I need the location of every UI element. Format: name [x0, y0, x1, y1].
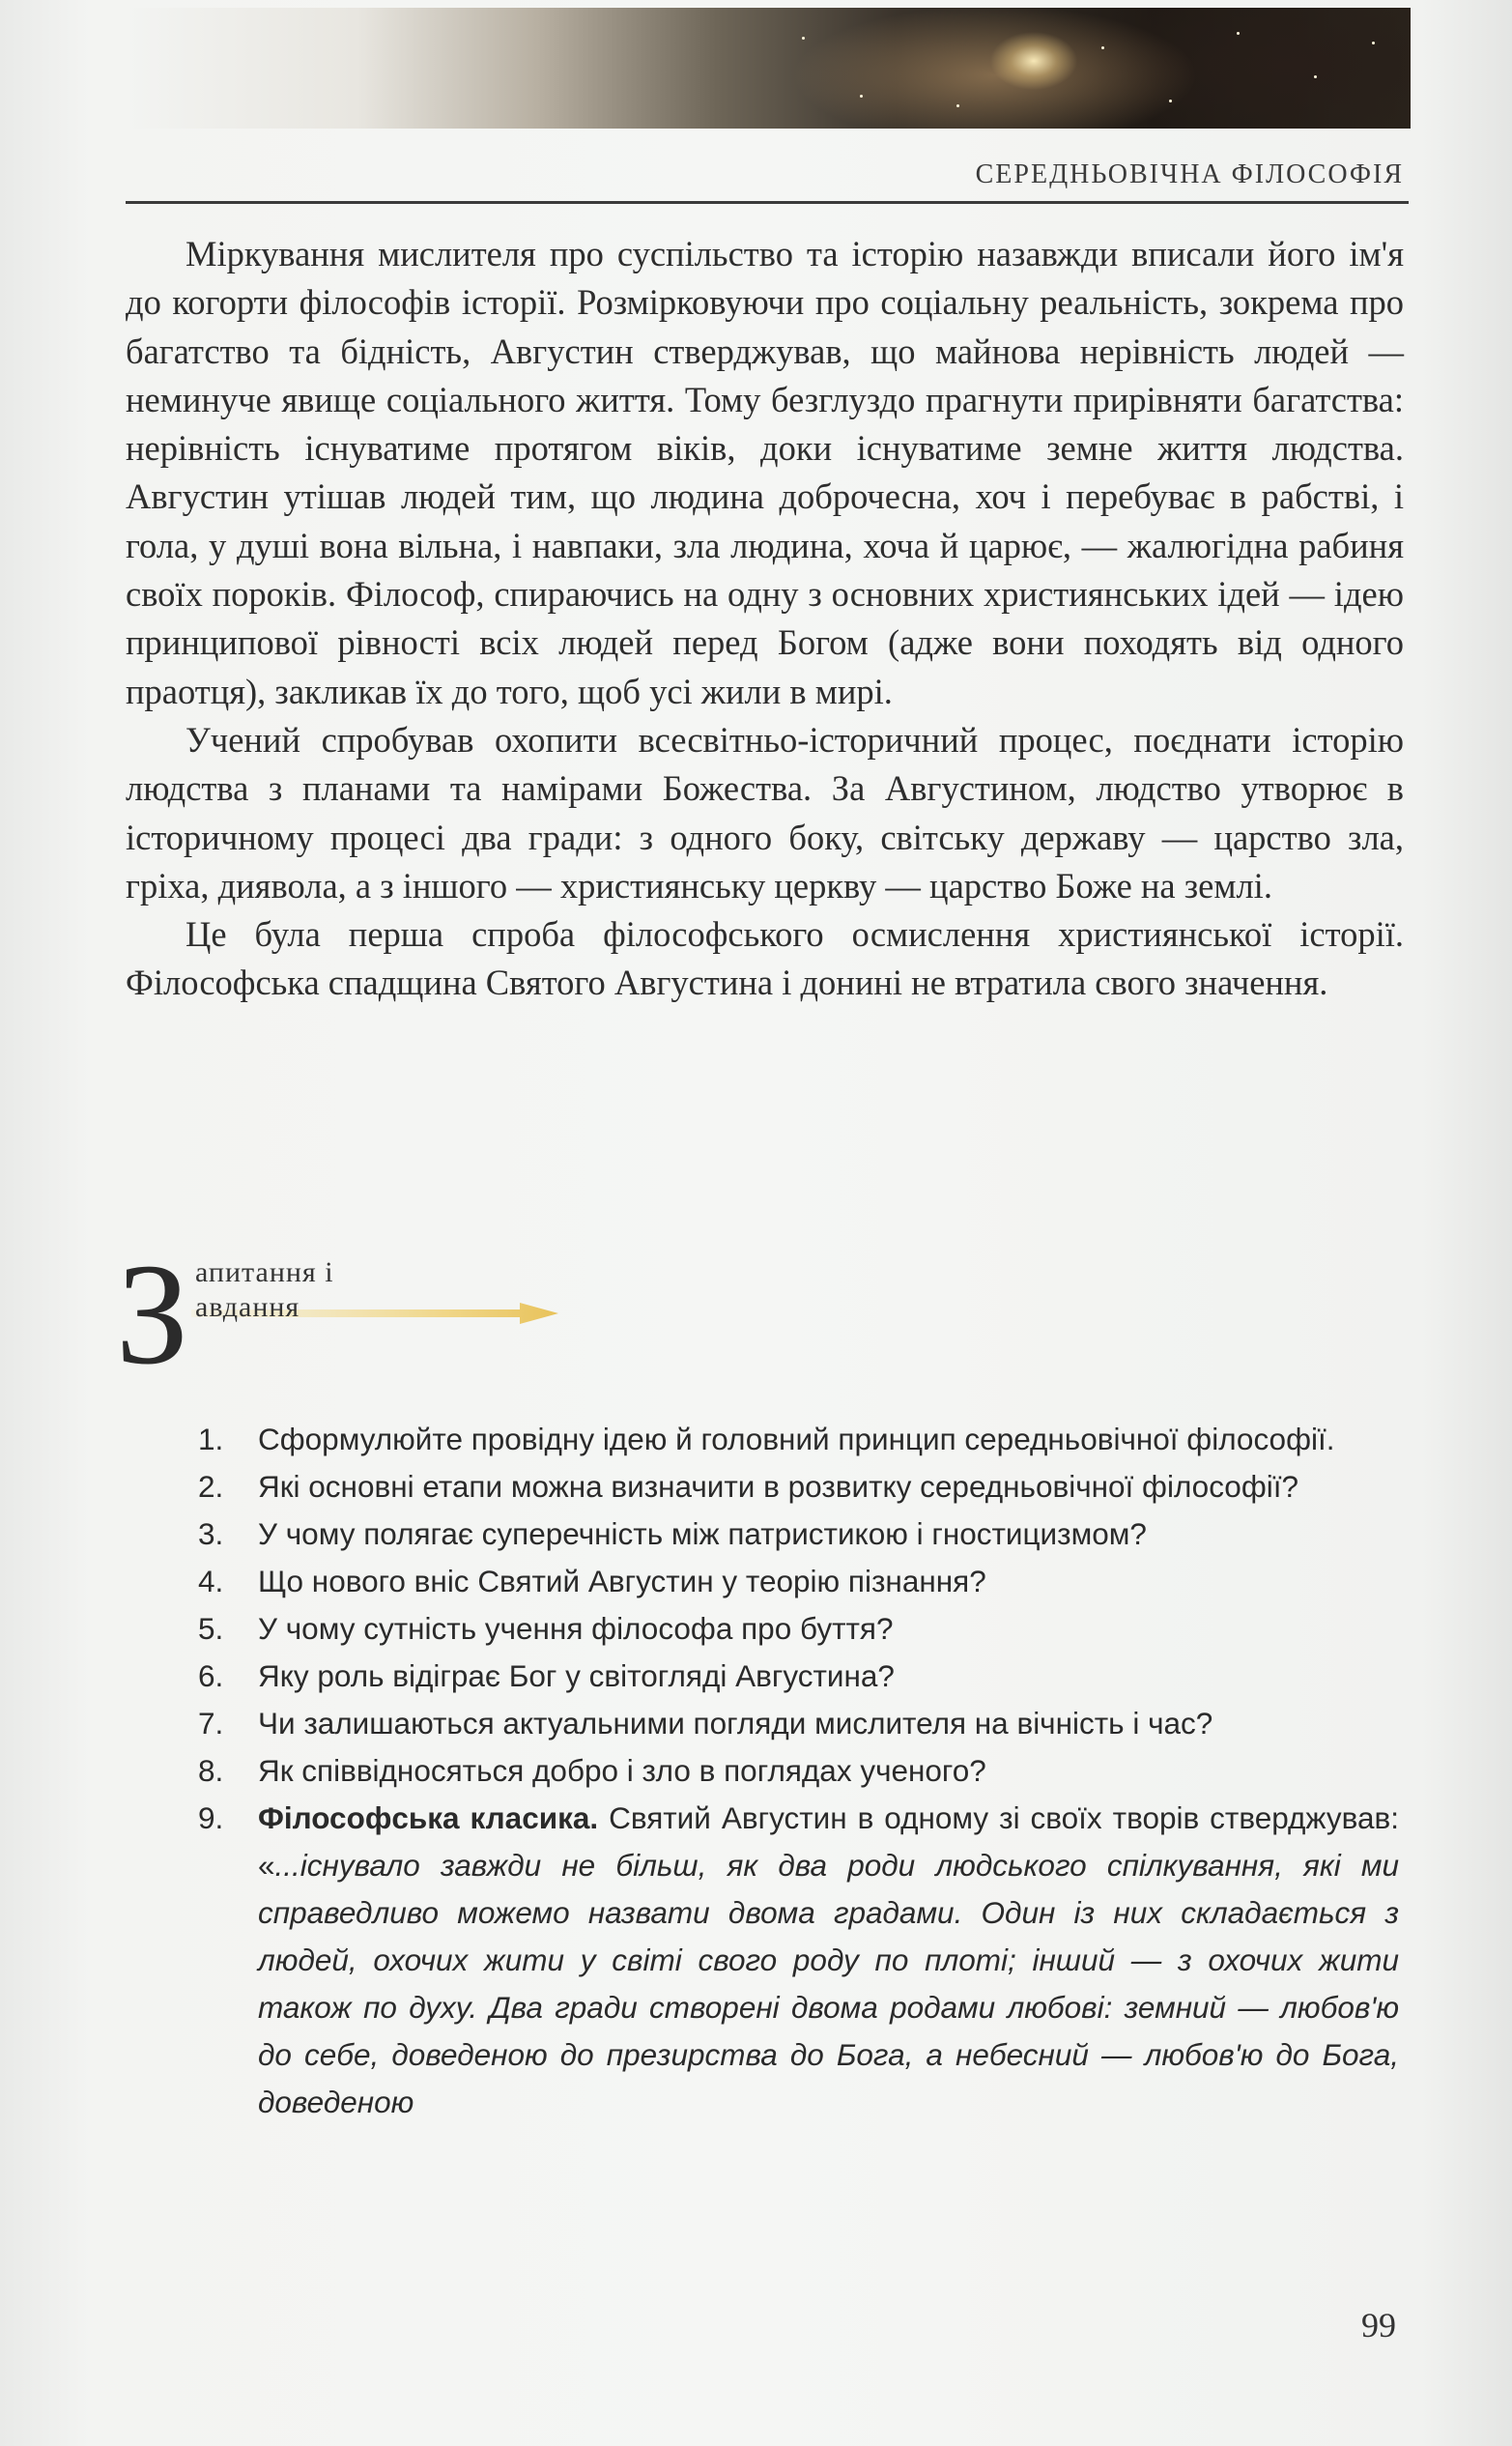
page-number: 99: [1361, 2306, 1396, 2345]
drop-initial: З: [116, 1234, 189, 1395]
list-item: [198, 1463, 1399, 1511]
star-decoration: [1372, 42, 1375, 44]
item-text: Що нового вніс Святий Августин у теорію пізнання?: [258, 1564, 986, 1598]
item-text: Сформулюйте провідну ідею й головний принцип середньовічної філософії.: [258, 1422, 1335, 1456]
item-text: Яку роль відіграє Бог у світогляді Августина?: [258, 1658, 895, 1693]
list-item: [198, 1416, 1399, 1463]
list-item: [198, 1747, 1399, 1795]
paragraph: Учений спробував охопити всесвітньо-історичний процес, поєднати історію людства з планами та намірами Божества. За Августином, людство утворює в історичному процесі два гради: з одного боку, світську державу — царство зла, гріха, диявола, а з іншого — християнську церкву — царство Боже на землі.: [126, 719, 1404, 906]
star-decoration: [1169, 100, 1172, 102]
paragraph: Міркування мислителя про суспільство та історію назавжди вписали його ім'я до когорти філософів історії. Розмірковуючи про соціальну реальність, зокрема про багатство та бідність, Августин стверджував, що майнова нерівність людей — неминуче явище соціального життя. Тому безглуздо прагнути прирівняти багатства: нерівність існуватиме протягом віків, доки існуватиме земне життя людства. Августин утішав людей тим, що людина доброчесна, хоч і перебуває в рабстві, і гола, у душі вона вільна, і навпаки, зла людина, хоча й царює, — жалюгідна рабиня своїх пороків. Філософ, спираючись на одну з основних християнських ідей — ідею принципової рівності всіх людей перед Богом (адже вони походять від одного праотця), закликав їх до того, щоб усі жили в мирі.: [126, 234, 1404, 711]
item-number: 4.: [198, 1564, 224, 1598]
starfield-banner-image: [126, 8, 1411, 129]
item-number: 1.: [198, 1422, 224, 1456]
list-item: [198, 1605, 1399, 1653]
item-text: Святий Августин в одному зі своїх творів стверджував: «: [258, 1800, 1399, 1883]
item-number: 2.: [198, 1469, 224, 1504]
star-decoration: [1314, 75, 1317, 78]
item-number: 9.: [198, 1800, 224, 1835]
list-item: [198, 1511, 1399, 1558]
list-item: [198, 1653, 1399, 1700]
item-text: У чому полягає суперечність між патристикою і гностицизмом?: [258, 1516, 1147, 1551]
star-decoration: [956, 104, 959, 107]
running-head: СЕРЕДНЬОВІЧНА ФІЛОСОФІЯ: [975, 159, 1404, 189]
heading-line-2: авдання: [195, 1291, 300, 1323]
item-number: 3.: [198, 1516, 224, 1551]
body-text: [126, 230, 1404, 1008]
star-decoration: [802, 37, 805, 40]
star-decoration: [1237, 32, 1240, 35]
item-number: 7.: [198, 1706, 224, 1741]
questions-list: [198, 1416, 1399, 2126]
list-item: [198, 1558, 1399, 1605]
list-item: [198, 1700, 1399, 1747]
heading-line-1: апитання і: [195, 1256, 334, 1288]
header-rule: [126, 201, 1409, 204]
list-item: [198, 1795, 1399, 2126]
item-text: Які основні етапи можна визначити в розвитку середньовічної філософії?: [258, 1469, 1299, 1504]
item-text: У чому сутність учення філософа про буття?: [258, 1611, 894, 1646]
item-number: 5.: [198, 1611, 224, 1646]
star-decoration: [1101, 46, 1104, 49]
questions-heading: [116, 1234, 464, 1411]
item-text: Чи залишаються актуальними погляди мислителя на вічність і час?: [258, 1706, 1213, 1741]
item-quote: ...існувало завжди не більш, як два роди людського спілкування, які ми справедливо можемо назвати двома градами. Один із них складається з людей, охочих жити у світі свого роду по плоті; інший — з охочих жити також по духу. Два гради створені двома родами любові: земний — любов'ю до себе, доведеною до презирства до Бога, а небесний — любов'ю до Бога, доведеною: [258, 1848, 1399, 2119]
item-bold-lead: Філософська класика.: [258, 1800, 599, 1835]
item-number: 6.: [198, 1658, 224, 1693]
item-text: Як співвідносяться добро і зло в поглядах ученого?: [258, 1753, 986, 1788]
star-decoration: [860, 95, 863, 98]
paragraph: Це була перша спроба філософського осмислення християнської історії. Філософська спадщина Святого Августина і донині не втратила свого значення.: [126, 914, 1404, 1003]
item-number: 8.: [198, 1753, 224, 1788]
